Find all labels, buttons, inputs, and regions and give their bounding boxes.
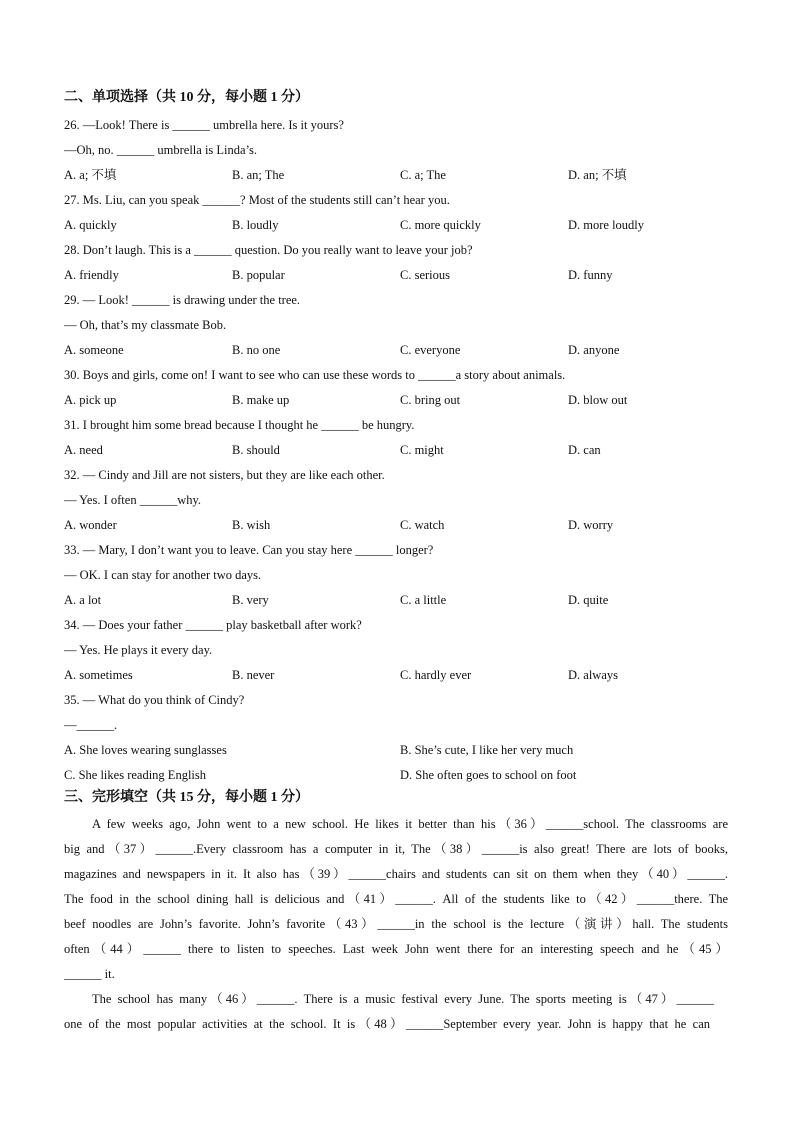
section-heading: 三、完形填空（共 15 分，每小题 1 分）	[64, 790, 309, 805]
answer-option: C. She likes reading English	[64, 768, 206, 782]
answer-option: C. bring out	[400, 393, 461, 407]
answer-option: B. popular	[232, 268, 285, 282]
answer-option: C. watch	[400, 518, 445, 532]
answer-option: A. quickly	[64, 218, 117, 232]
answer-option: A. She loves wearing sunglasses	[64, 743, 227, 757]
answer-option: D. funny	[568, 268, 613, 282]
cloze-passage-line: one of the most popular activities at the school. It is（48）______September every year. John is happy that he can	[64, 1017, 710, 1031]
question-stem: 33. — Mary, I don’t want you to leave. Can you stay here ______ longer?	[64, 543, 434, 557]
answer-option: D. worry	[568, 518, 614, 532]
answer-option: C. hardly ever	[400, 668, 472, 682]
answer-option: A. sometimes	[64, 668, 133, 682]
question-dialogue-line: —______.	[64, 718, 118, 732]
answer-option: D. anyone	[568, 343, 620, 357]
answer-option: D. always	[568, 668, 618, 682]
answer-option: C. everyone	[400, 343, 461, 357]
answer-option: D. quite	[568, 593, 609, 607]
answer-option: B. She’s cute, I like her very much	[400, 743, 574, 757]
question-stem: 29. — Look! ______ is drawing under the tree.	[64, 293, 301, 307]
answer-option: D. blow out	[568, 393, 628, 407]
answer-option: B. loudly	[232, 218, 279, 232]
answer-option: D. can	[568, 443, 601, 457]
cloze-passage-line: The food in the school dining hall is delicious and（41）______. All of the students like to（42）______there. The	[64, 892, 728, 906]
question-dialogue-line: — Yes. He plays it every day.	[64, 643, 213, 657]
cloze-passage-line: magazines and newspapers in it. It also has（39）______chairs and students can sit on them when they（40）______.	[64, 867, 728, 881]
question-stem: 32. — Cindy and Jill are not sisters, but they are like each other.	[64, 468, 385, 482]
question-stem: 31. I brought him some bread because I thought he ______ be hungry.	[64, 418, 415, 432]
answer-option: D. She often goes to school on foot	[400, 768, 577, 782]
answer-option: A. pick up	[64, 393, 117, 407]
question-stem: 34. — Does your father ______ play basketball after work?	[64, 618, 362, 632]
cloze-passage-line: The school has many（46）______. There is a music festival every June. The sports meeting is（47）______	[92, 992, 714, 1006]
question-stem: 30. Boys and girls, come on! I want to see who can use these words to ______a story about animals.	[64, 368, 566, 382]
answer-option: B. an; The	[232, 168, 285, 182]
answer-option: C. more quickly	[400, 218, 481, 232]
answer-option: D. more loudly	[568, 218, 645, 232]
answer-option: B. wish	[232, 518, 271, 532]
cloze-passage-line: A few weeks ago, John went to a new school. He likes it better than his（36）______school. The classrooms are	[92, 817, 728, 831]
cloze-passage-line: ______ it.	[64, 967, 115, 981]
answer-option: B. make up	[232, 393, 290, 407]
cloze-passage-line: big and（37）______.Every classroom has a computer in it, The（38）______is also great! There are lots of books,	[64, 842, 728, 856]
answer-option: A. need	[64, 443, 103, 457]
answer-option: A. friendly	[64, 268, 119, 282]
answer-option: A. a; 不填	[64, 168, 117, 182]
answer-option: C. a little	[400, 593, 447, 607]
answer-option: A. wonder	[64, 518, 117, 532]
question-stem: 26. —Look! There is ______ umbrella here. Is it yours?	[64, 118, 344, 132]
cloze-passage-line: often（44）______ there to listen to speeches. Last week John went there for an interesting speech and he（45）	[64, 942, 728, 956]
answer-option: C. a; The	[400, 168, 446, 182]
answer-option: D. an; 不填	[568, 168, 627, 182]
answer-option: C. serious	[400, 268, 450, 282]
section-heading: 二、单项选择（共 10 分，每小题 1 分）	[64, 90, 309, 105]
answer-option: B. should	[232, 443, 280, 457]
question-stem: 35. — What do you think of Cindy?	[64, 693, 245, 707]
cloze-passage-line: beef noodles are John’s favorite. John’s favorite（43）______in the school is the lecture（演讲）hall. The students	[64, 917, 728, 931]
answer-option: C. might	[400, 443, 444, 457]
question-dialogue-line: — Oh, that’s my classmate Bob.	[64, 318, 227, 332]
question-dialogue-line: —Oh, no. ______ umbrella is Linda’s.	[64, 143, 258, 157]
question-dialogue-line: — OK. I can stay for another two days.	[64, 568, 262, 582]
question-stem: 27. Ms. Liu, can you speak ______? Most of the students still can’t hear you.	[64, 193, 450, 207]
answer-option: A. someone	[64, 343, 124, 357]
answer-option: B. never	[232, 668, 275, 682]
answer-option: B. very	[232, 593, 269, 607]
question-stem: 28. Don’t laugh. This is a ______ question. Do you really want to leave your job?	[64, 243, 473, 257]
answer-option: A. a lot	[64, 593, 102, 607]
answer-option: B. no one	[232, 343, 281, 357]
question-dialogue-line: — Yes. I often ______why.	[64, 493, 202, 507]
